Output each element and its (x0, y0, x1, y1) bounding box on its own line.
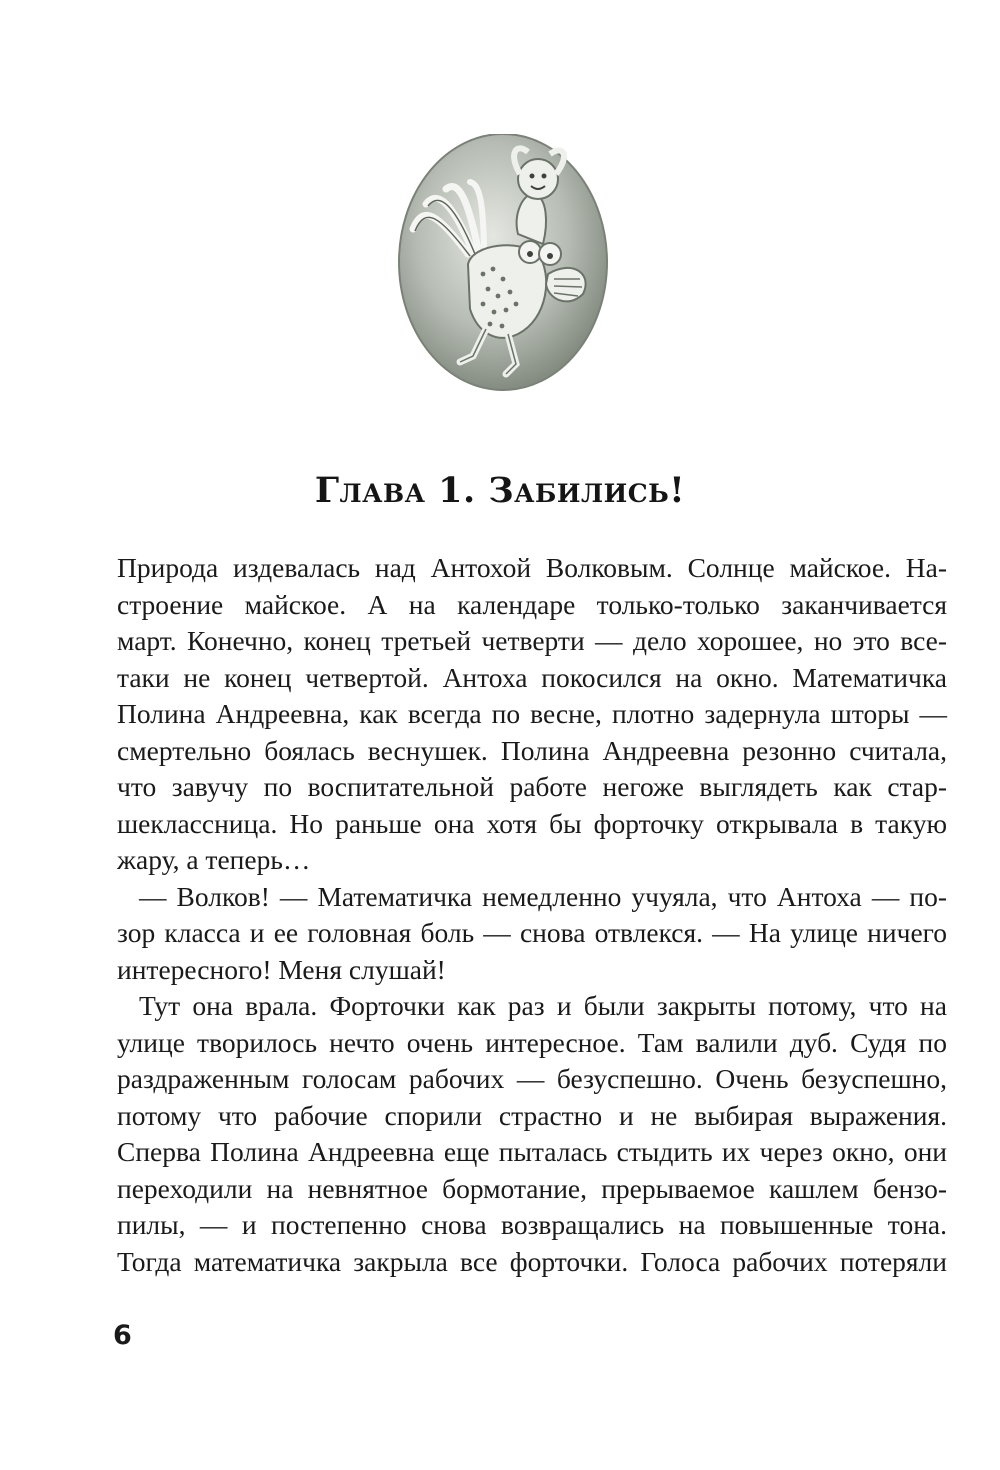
text-line: строение майское. А на календаре только-только заканчивается (117, 588, 947, 620)
text-line: жару, а теперь… (117, 844, 311, 875)
text-line: что завучу по воспитательной работе негоже выглядеть как стар- (117, 771, 947, 802)
text-line: интересного! Меня слушай! (117, 953, 446, 985)
text-line: потому что рабочие спорили страстно и не выбирая выражения. (117, 1099, 947, 1131)
text-line: Полина Андреевна, как всегда по весне, плотно задернула шторы — (117, 698, 947, 729)
paragraph-2 (117, 879, 947, 989)
text-line: переходили на невнятное бормотание, прерываемое кашлем бензо- (117, 1172, 947, 1204)
text-line: Сперва Полина Андреевна еще пыталась стыдить их через окно, они (117, 1136, 947, 1167)
paragraph-3 (117, 988, 947, 1280)
text-line: смертельно боялась веснушек. Полина Андреевна резонно считала, (117, 734, 947, 766)
text-line: шеклассница. Но раньше она хотя бы форточку открывала в такую (117, 807, 947, 839)
paragraph-1 (117, 550, 947, 879)
text-line: раздраженным голосам рабочих — безуспешно. Очень безуспешно, (117, 1063, 947, 1094)
text-line: улице творилось нечто очень интересное. Там валили дуб. Судя по (117, 1026, 947, 1058)
text-line: Тогда математичка закрыла все форточки. Голоса рабочих потеряли (117, 1245, 947, 1277)
text-line: пилы, — и постепенно снова возвращались на повышенные тона. (117, 1209, 947, 1240)
text-line: Природа издевалась над Антохой Волковым. Солнце майское. На- (117, 552, 947, 583)
text-line: зор класса и ее головная боль — снова отвлекся. — На улице ничего (117, 917, 947, 948)
text-line: март. Конечно, конец третьей четверти — дело хорошее, но это все- (117, 625, 947, 656)
rooster-mermaid-medallion-icon (398, 134, 608, 396)
text-line: таки не конец четвертой. Антоха покосился на окно. Математичка (117, 661, 947, 693)
page-number: 6 (113, 1320, 132, 1351)
text-line: — Волков! — Математичка немедленно учуяла, что Антоха — по- (139, 880, 947, 912)
chapter-title: Глава 1. Забились! (314, 470, 686, 511)
chapter-body (117, 550, 947, 1280)
text-line: Тут она врала. Форточки как раз и были закрыты потому, что на (139, 990, 947, 1021)
